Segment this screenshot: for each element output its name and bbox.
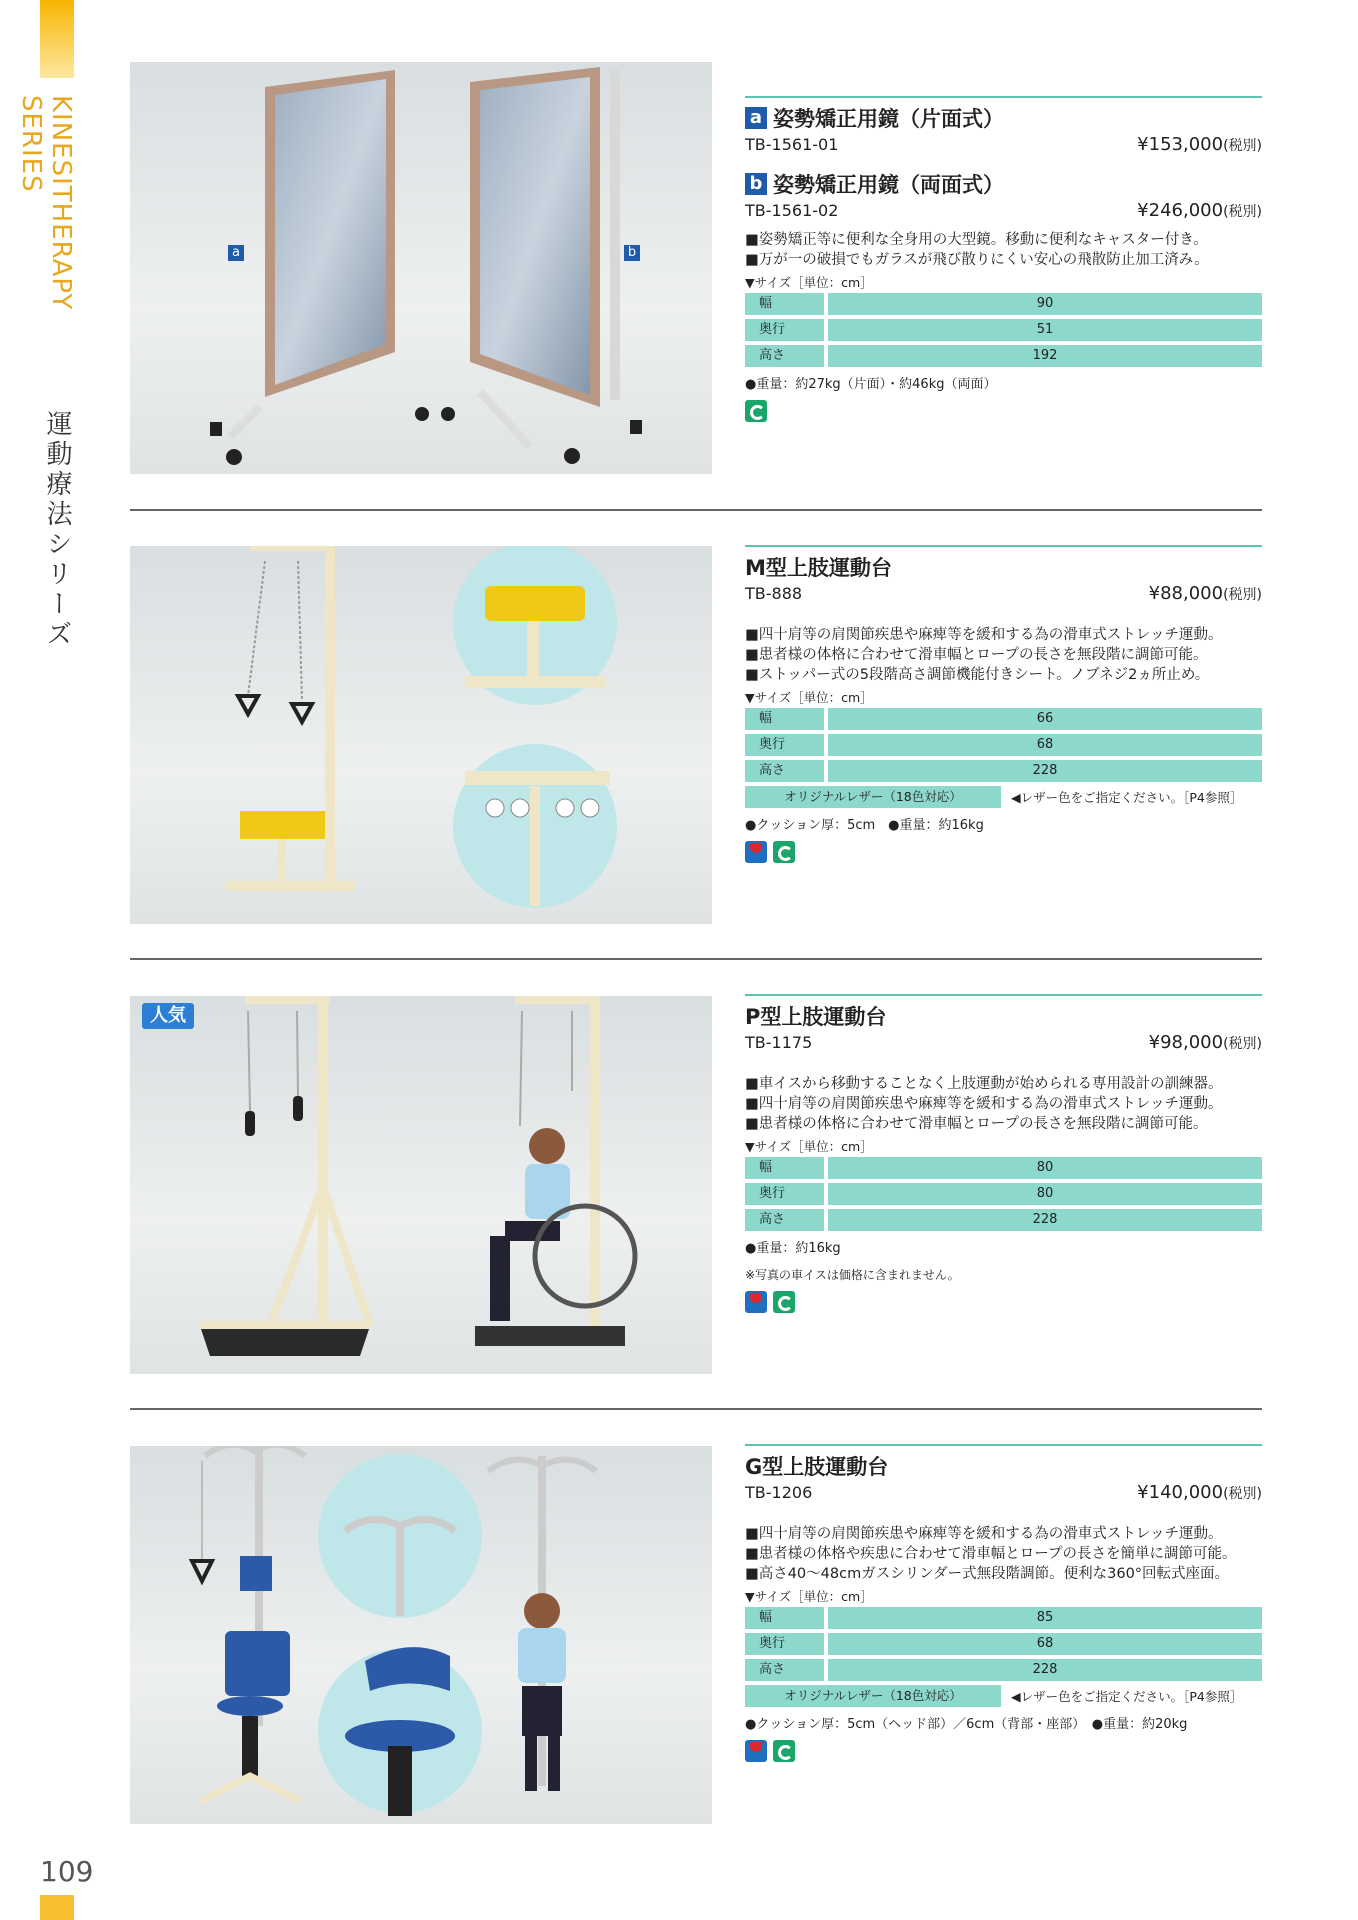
- product-name-row: [745, 170, 1262, 198]
- product-name: G型上肢運動台: [745, 1455, 889, 1479]
- product-name: 姿勢矯正用鏡（両面式）: [773, 173, 1004, 197]
- product-code: TB-1175: [745, 1032, 813, 1052]
- return-icon: [773, 1740, 795, 1762]
- size-label: ▼サイズ［単位：cm］: [745, 1589, 873, 1604]
- product-code: TB-1206: [745, 1482, 813, 1502]
- product-name: 姿勢矯正用鏡（片面式）: [773, 107, 1004, 131]
- size-label: ▼サイズ［単位：cm］: [745, 275, 873, 290]
- return-icon: [773, 841, 795, 863]
- spec-row: 奥行 68: [745, 1633, 1262, 1655]
- spec-row: 幅 80: [745, 1157, 1262, 1179]
- return-icon: [773, 1291, 795, 1313]
- leather-option: オリジナルレザー（18色対応） ◀レザー色をご指定ください。［P4参照］: [745, 1685, 1262, 1707]
- popular-badge: 人気: [142, 1003, 194, 1029]
- section-divider: [130, 509, 1262, 511]
- spec-row: 幅 85: [745, 1607, 1262, 1629]
- product-description: ■姿勢矯正等に便利な全身用の大型鏡。移動に便利なキャスター付き。 ■万が一の破損でもガラスが飛び散りにくい安心の飛散防止加工済み。: [745, 232, 1209, 268]
- m-type-illustration: [130, 546, 712, 924]
- spec-row: 奥行 80: [745, 1183, 1262, 1205]
- size-label: ▼サイズ［単位：cm］: [745, 1139, 873, 1154]
- p-type-illustration: [130, 996, 712, 1374]
- spec-row: 奥行 51: [745, 319, 1262, 341]
- delivery-icon: [745, 1291, 767, 1313]
- g-type-photo: [130, 1446, 712, 1824]
- page-number: 109: [40, 1855, 94, 1888]
- photo-tag-b: b: [624, 245, 640, 261]
- spec-row: 高さ 192: [745, 345, 1262, 367]
- weight-note: ●重量：約27kg（片面）・約46kg（両面）: [745, 377, 997, 392]
- product-code: TB-1561-01: [745, 134, 839, 154]
- p-type-photo: [130, 996, 712, 1374]
- product-code: TB-1561-02: [745, 200, 839, 220]
- series-title-en: KINESITHERAPY SERIES: [16, 95, 76, 311]
- product-g-type: [745, 1444, 1262, 1762]
- product-price: ¥246,000(税別): [1137, 199, 1262, 221]
- product-description: ■四十肩等の肩関節疾患や麻痺等を緩和する為の滑車式ストレッチ運動。 ■患者様の体格に合わせて滑車幅とロープの長さを無段階に調節可能。 ■ストッパー式の5段階高さ調節機能付きシート。ノブネジ2ヵ所止め。: [745, 627, 1223, 683]
- section-divider: [130, 1408, 1262, 1410]
- spec-row: 高さ 228: [745, 1209, 1262, 1231]
- spec-row: 高さ 228: [745, 760, 1262, 782]
- mirror-photo: [130, 62, 712, 474]
- product-name: P型上肢運動台: [745, 1005, 887, 1029]
- product-name-row: [745, 104, 1262, 132]
- series-title-jp: 運動療法シリーズ: [42, 410, 72, 650]
- product-price: ¥98,000(税別): [1148, 1031, 1262, 1053]
- sidebar-accent-bar: [40, 0, 74, 78]
- delivery-icon: [745, 841, 767, 863]
- spec-row: 幅 66: [745, 708, 1262, 730]
- product-mirror: [745, 96, 1262, 422]
- product-price: ¥88,000(税別): [1148, 582, 1262, 604]
- size-label: ▼サイズ［単位：cm］: [745, 690, 873, 705]
- g-type-illustration: [130, 1446, 712, 1824]
- variant-badge-b: b: [745, 173, 767, 195]
- product-description: ■四十肩等の肩関節疾患や麻痺等を緩和する為の滑車式ストレッチ運動。 ■患者様の体格や疾患に合わせて滑車幅とロープの長さを簡単に調節可能。 ■高さ40〜48cmガスシリンダー式無段階調節。便利な360°回転式座面。: [745, 1526, 1237, 1582]
- spec-row: 高さ 228: [745, 1659, 1262, 1681]
- photo-tag-a: a: [228, 245, 244, 261]
- section-divider: [130, 958, 1262, 960]
- return-icon: [745, 400, 767, 422]
- spec-row: 奥行 68: [745, 734, 1262, 756]
- product-price: ¥153,000(税別): [1137, 133, 1262, 155]
- leather-option: オリジナルレザー（18色対応） ◀レザー色をご指定ください。［P4参照］: [745, 786, 1262, 808]
- product-code: TB-888: [745, 583, 803, 603]
- wheelchair-note: ※写真の車イスは価格に含まれません。: [745, 1268, 960, 1282]
- delivery-icon: [745, 1740, 767, 1762]
- variant-badge-a: a: [745, 107, 767, 129]
- cushion-weight-note: ●クッション厚：5cm（ヘッド部）／6cm（背部・座部） ●重量：約20kg: [745, 1717, 1188, 1732]
- product-m-type: [745, 545, 1262, 863]
- product-name: M型上肢運動台: [745, 556, 892, 580]
- weight-note: ●重量：約16kg: [745, 1241, 841, 1256]
- product-description: ■車イスから移動することなく上肢運動が始められる専用設計の訓練器。 ■四十肩等の肩関節疾患や麻痺等を緩和する為の滑車式ストレッチ運動。 ■患者様の体格に合わせて滑車幅とロープの長さを無段階に調節可能。: [745, 1076, 1223, 1132]
- m-type-photo: [130, 546, 712, 924]
- cushion-weight-note: ●クッション厚：5cm ●重量：約16kg: [745, 818, 984, 833]
- sidebar-accent-bar-bottom: [40, 1895, 74, 1920]
- product-price: ¥140,000(税別): [1137, 1481, 1262, 1503]
- spec-row: 幅 90: [745, 293, 1262, 315]
- mirror-illustration: [130, 62, 712, 474]
- product-p-type: [745, 994, 1262, 1313]
